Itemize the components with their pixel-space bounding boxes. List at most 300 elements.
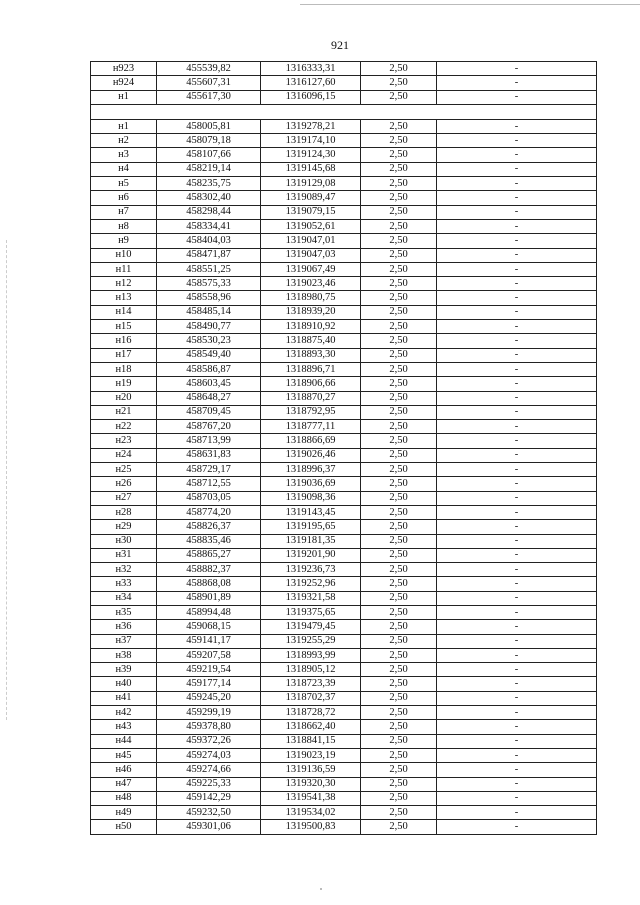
accuracy-cell: 2,50 — [361, 405, 437, 419]
x-coordinate-cell: 458551,25 — [157, 262, 261, 276]
description-cell: - — [437, 734, 597, 748]
accuracy-cell: 2,50 — [361, 348, 437, 362]
x-coordinate-cell: 458079,18 — [157, 134, 261, 148]
x-coordinate-cell: 459141,17 — [157, 634, 261, 648]
point-id-cell: н36 — [91, 620, 157, 634]
table-row — [91, 577, 597, 591]
accuracy-cell: 2,50 — [361, 620, 437, 634]
accuracy-cell: 2,50 — [361, 62, 437, 76]
x-coordinate-cell: 458712,55 — [157, 477, 261, 491]
point-id-cell: н43 — [91, 720, 157, 734]
point-id-cell: н23 — [91, 434, 157, 448]
point-id-cell: н37 — [91, 634, 157, 648]
accuracy-cell: 2,50 — [361, 205, 437, 219]
y-coordinate-cell: 1318866,69 — [261, 434, 361, 448]
accuracy-cell: 2,50 — [361, 691, 437, 705]
point-id-cell: н49 — [91, 806, 157, 820]
accuracy-cell: 2,50 — [361, 391, 437, 405]
accuracy-cell: 2,50 — [361, 734, 437, 748]
accuracy-cell: 2,50 — [361, 591, 437, 605]
accuracy-cell: 2,50 — [361, 191, 437, 205]
description-cell: - — [437, 491, 597, 505]
description-cell: - — [437, 706, 597, 720]
x-coordinate-cell: 458603,45 — [157, 377, 261, 391]
description-cell: - — [437, 119, 597, 133]
table-row — [91, 434, 597, 448]
accuracy-cell: 2,50 — [361, 334, 437, 348]
point-id-cell: н5 — [91, 177, 157, 191]
table-row — [91, 448, 597, 462]
x-coordinate-cell: 459274,66 — [157, 763, 261, 777]
description-cell: - — [437, 291, 597, 305]
x-coordinate-cell: 458631,83 — [157, 448, 261, 462]
accuracy-cell: 2,50 — [361, 505, 437, 519]
point-id-cell: н31 — [91, 548, 157, 562]
y-coordinate-cell: 1316333,31 — [261, 62, 361, 76]
accuracy-cell: 2,50 — [361, 219, 437, 233]
y-coordinate-cell: 1319067,49 — [261, 262, 361, 276]
x-coordinate-cell: 458575,33 — [157, 277, 261, 291]
description-cell: - — [437, 634, 597, 648]
y-coordinate-cell: 1319201,90 — [261, 548, 361, 562]
y-coordinate-cell: 1319255,29 — [261, 634, 361, 648]
accuracy-cell: 2,50 — [361, 806, 437, 820]
y-coordinate-cell: 1319023,46 — [261, 277, 361, 291]
point-id-cell: н48 — [91, 791, 157, 805]
table-row — [91, 505, 597, 519]
y-coordinate-cell: 1318980,75 — [261, 291, 361, 305]
description-cell: - — [437, 248, 597, 262]
point-id-cell: н24 — [91, 448, 157, 462]
accuracy-cell: 2,50 — [361, 820, 437, 834]
table-row — [91, 820, 597, 834]
table-row — [91, 605, 597, 619]
y-coordinate-cell: 1319174,10 — [261, 134, 361, 148]
table-row — [91, 777, 597, 791]
accuracy-cell: 2,50 — [361, 248, 437, 262]
accuracy-cell: 2,50 — [361, 563, 437, 577]
y-coordinate-cell: 1319541,38 — [261, 791, 361, 805]
point-id-cell: н33 — [91, 577, 157, 591]
point-id-cell: н22 — [91, 420, 157, 434]
table-row — [91, 763, 597, 777]
accuracy-cell: 2,50 — [361, 377, 437, 391]
description-cell: - — [437, 448, 597, 462]
accuracy-cell: 2,50 — [361, 463, 437, 477]
point-id-cell: н46 — [91, 763, 157, 777]
table-row — [91, 191, 597, 205]
table-row — [91, 648, 597, 662]
table-row — [91, 734, 597, 748]
y-coordinate-cell: 1318910,92 — [261, 320, 361, 334]
table-row — [91, 706, 597, 720]
accuracy-cell: 2,50 — [361, 362, 437, 376]
point-id-cell: н41 — [91, 691, 157, 705]
description-cell: - — [437, 191, 597, 205]
point-id-cell: н4 — [91, 162, 157, 176]
description-cell: - — [437, 391, 597, 405]
description-cell: - — [437, 505, 597, 519]
description-cell: - — [437, 463, 597, 477]
y-coordinate-cell: 1319129,08 — [261, 177, 361, 191]
point-id-cell: н39 — [91, 663, 157, 677]
y-coordinate-cell: 1319181,35 — [261, 534, 361, 548]
table-row — [91, 119, 597, 133]
x-coordinate-cell: 459225,33 — [157, 777, 261, 791]
section-separator-cell — [91, 104, 597, 119]
x-coordinate-cell: 458826,37 — [157, 520, 261, 534]
accuracy-cell: 2,50 — [361, 648, 437, 662]
description-cell: - — [437, 420, 597, 434]
x-coordinate-cell: 459207,58 — [157, 648, 261, 662]
x-coordinate-cell: 458865,27 — [157, 548, 261, 562]
table-row — [91, 534, 597, 548]
section-separator-row — [91, 104, 597, 119]
x-coordinate-cell: 459378,80 — [157, 720, 261, 734]
x-coordinate-cell: 458901,89 — [157, 591, 261, 605]
x-coordinate-cell: 459219,54 — [157, 663, 261, 677]
point-id-cell: н923 — [91, 62, 157, 76]
x-coordinate-cell: 458005,81 — [157, 119, 261, 133]
table-row — [91, 677, 597, 691]
point-id-cell: н9 — [91, 234, 157, 248]
table-row — [91, 520, 597, 534]
point-id-cell: н30 — [91, 534, 157, 548]
point-id-cell: н40 — [91, 677, 157, 691]
description-cell: - — [437, 62, 597, 76]
description-cell: - — [437, 563, 597, 577]
coordinates-table-body — [91, 62, 597, 835]
y-coordinate-cell: 1319195,65 — [261, 520, 361, 534]
y-coordinate-cell: 1319320,30 — [261, 777, 361, 791]
x-coordinate-cell: 458107,66 — [157, 148, 261, 162]
point-id-cell: н8 — [91, 219, 157, 233]
coordinates-table — [90, 61, 597, 835]
table-row — [91, 348, 597, 362]
table-row — [91, 234, 597, 248]
table-row — [91, 205, 597, 219]
point-id-cell: н50 — [91, 820, 157, 834]
point-id-cell: н29 — [91, 520, 157, 534]
y-coordinate-cell: 1318870,27 — [261, 391, 361, 405]
accuracy-cell: 2,50 — [361, 491, 437, 505]
x-coordinate-cell: 459299,19 — [157, 706, 261, 720]
y-coordinate-cell: 1318939,20 — [261, 305, 361, 319]
y-coordinate-cell: 1318728,72 — [261, 706, 361, 720]
description-cell: - — [437, 348, 597, 362]
x-coordinate-cell: 455539,82 — [157, 62, 261, 76]
accuracy-cell: 2,50 — [361, 720, 437, 734]
accuracy-cell: 2,50 — [361, 791, 437, 805]
y-coordinate-cell: 1316096,15 — [261, 90, 361, 104]
accuracy-cell: 2,50 — [361, 305, 437, 319]
table-row — [91, 420, 597, 434]
x-coordinate-cell: 458994,48 — [157, 605, 261, 619]
table-row — [91, 305, 597, 319]
x-coordinate-cell: 458404,03 — [157, 234, 261, 248]
accuracy-cell: 2,50 — [361, 177, 437, 191]
point-id-cell: н16 — [91, 334, 157, 348]
accuracy-cell: 2,50 — [361, 634, 437, 648]
x-coordinate-cell: 458648,27 — [157, 391, 261, 405]
accuracy-cell: 2,50 — [361, 162, 437, 176]
table-row — [91, 720, 597, 734]
description-cell: - — [437, 577, 597, 591]
accuracy-cell: 2,50 — [361, 777, 437, 791]
table-row — [91, 663, 597, 677]
point-id-cell: н19 — [91, 377, 157, 391]
x-coordinate-cell: 458334,41 — [157, 219, 261, 233]
description-cell: - — [437, 434, 597, 448]
table-row — [91, 90, 597, 104]
table-row — [91, 405, 597, 419]
x-coordinate-cell: 458471,87 — [157, 248, 261, 262]
x-coordinate-cell: 458767,20 — [157, 420, 261, 434]
description-cell: - — [437, 362, 597, 376]
table-row — [91, 634, 597, 648]
accuracy-cell: 2,50 — [361, 320, 437, 334]
point-id-cell: н13 — [91, 291, 157, 305]
table-row — [91, 291, 597, 305]
table-row — [91, 691, 597, 705]
description-cell: - — [437, 262, 597, 276]
y-coordinate-cell: 1319023,19 — [261, 748, 361, 762]
accuracy-cell: 2,50 — [361, 548, 437, 562]
table-row — [91, 76, 597, 90]
description-cell: - — [437, 134, 597, 148]
y-coordinate-cell: 1319047,01 — [261, 234, 361, 248]
point-id-cell: н2 — [91, 134, 157, 148]
x-coordinate-cell: 458586,87 — [157, 362, 261, 376]
table-row — [91, 591, 597, 605]
x-coordinate-cell: 459232,50 — [157, 806, 261, 820]
table-row — [91, 806, 597, 820]
y-coordinate-cell: 1319026,46 — [261, 448, 361, 462]
y-coordinate-cell: 1319036,69 — [261, 477, 361, 491]
description-cell: - — [437, 520, 597, 534]
y-coordinate-cell: 1319136,59 — [261, 763, 361, 777]
table-row — [91, 548, 597, 562]
point-id-cell: н12 — [91, 277, 157, 291]
accuracy-cell: 2,50 — [361, 763, 437, 777]
table-row — [91, 262, 597, 276]
table-row — [91, 177, 597, 191]
point-id-cell: н17 — [91, 348, 157, 362]
description-cell: - — [437, 791, 597, 805]
point-id-cell: н18 — [91, 362, 157, 376]
y-coordinate-cell: 1318702,37 — [261, 691, 361, 705]
point-id-cell: н11 — [91, 262, 157, 276]
x-coordinate-cell: 459142,29 — [157, 791, 261, 805]
point-id-cell: н20 — [91, 391, 157, 405]
point-id-cell: н32 — [91, 563, 157, 577]
x-coordinate-cell: 458882,37 — [157, 563, 261, 577]
x-coordinate-cell: 459301,06 — [157, 820, 261, 834]
y-coordinate-cell: 1318662,40 — [261, 720, 361, 734]
x-coordinate-cell: 458868,08 — [157, 577, 261, 591]
accuracy-cell: 2,50 — [361, 119, 437, 133]
point-id-cell: н44 — [91, 734, 157, 748]
table-row — [91, 248, 597, 262]
point-id-cell: н42 — [91, 706, 157, 720]
x-coordinate-cell: 455617,30 — [157, 90, 261, 104]
y-coordinate-cell: 1319236,73 — [261, 563, 361, 577]
description-cell: - — [437, 548, 597, 562]
y-coordinate-cell: 1319052,61 — [261, 219, 361, 233]
table-row — [91, 362, 597, 376]
x-coordinate-cell: 458549,40 — [157, 348, 261, 362]
description-cell: - — [437, 305, 597, 319]
table-row — [91, 391, 597, 405]
x-coordinate-cell: 458835,46 — [157, 534, 261, 548]
table-row — [91, 277, 597, 291]
point-id-cell: н924 — [91, 76, 157, 90]
table-row — [91, 463, 597, 477]
accuracy-cell: 2,50 — [361, 277, 437, 291]
accuracy-cell: 2,50 — [361, 262, 437, 276]
description-cell: - — [437, 162, 597, 176]
accuracy-cell: 2,50 — [361, 90, 437, 104]
y-coordinate-cell: 1319500,83 — [261, 820, 361, 834]
x-coordinate-cell: 459372,26 — [157, 734, 261, 748]
x-coordinate-cell: 458713,99 — [157, 434, 261, 448]
x-coordinate-cell: 458235,75 — [157, 177, 261, 191]
x-coordinate-cell: 458530,23 — [157, 334, 261, 348]
y-coordinate-cell: 1318875,40 — [261, 334, 361, 348]
table-row — [91, 377, 597, 391]
y-coordinate-cell: 1319375,65 — [261, 605, 361, 619]
x-coordinate-cell: 459177,14 — [157, 677, 261, 691]
y-coordinate-cell: 1319145,68 — [261, 162, 361, 176]
description-cell: - — [437, 234, 597, 248]
y-coordinate-cell: 1319479,45 — [261, 620, 361, 634]
y-coordinate-cell: 1319252,96 — [261, 577, 361, 591]
table-row — [91, 134, 597, 148]
point-id-cell: н21 — [91, 405, 157, 419]
description-cell: - — [437, 806, 597, 820]
table-row — [91, 162, 597, 176]
x-coordinate-cell: 458485,14 — [157, 305, 261, 319]
table-row — [91, 320, 597, 334]
accuracy-cell: 2,50 — [361, 748, 437, 762]
point-id-cell: н38 — [91, 648, 157, 662]
description-cell: - — [437, 205, 597, 219]
y-coordinate-cell: 1318893,30 — [261, 348, 361, 362]
accuracy-cell: 2,50 — [361, 663, 437, 677]
point-id-cell: н10 — [91, 248, 157, 262]
top-rule — [300, 4, 640, 5]
accuracy-cell: 2,50 — [361, 677, 437, 691]
x-coordinate-cell: 458774,20 — [157, 505, 261, 519]
x-coordinate-cell: 459274,03 — [157, 748, 261, 762]
accuracy-cell: 2,50 — [361, 448, 437, 462]
y-coordinate-cell: 1319143,45 — [261, 505, 361, 519]
table-row — [91, 748, 597, 762]
accuracy-cell: 2,50 — [361, 76, 437, 90]
description-cell: - — [437, 405, 597, 419]
table-row — [91, 62, 597, 76]
description-cell: - — [437, 648, 597, 662]
accuracy-cell: 2,50 — [361, 605, 437, 619]
description-cell: - — [437, 76, 597, 90]
point-id-cell: н34 — [91, 591, 157, 605]
y-coordinate-cell: 1318777,11 — [261, 420, 361, 434]
y-coordinate-cell: 1318792,95 — [261, 405, 361, 419]
description-cell: - — [437, 820, 597, 834]
x-coordinate-cell: 459245,20 — [157, 691, 261, 705]
accuracy-cell: 2,50 — [361, 520, 437, 534]
description-cell: - — [437, 334, 597, 348]
x-coordinate-cell: 458729,17 — [157, 463, 261, 477]
x-coordinate-cell: 459068,15 — [157, 620, 261, 634]
accuracy-cell: 2,50 — [361, 477, 437, 491]
page-number: 921 — [331, 38, 349, 52]
table-row — [91, 219, 597, 233]
accuracy-cell: 2,50 — [361, 577, 437, 591]
y-coordinate-cell: 1319321,58 — [261, 591, 361, 605]
point-id-cell: н3 — [91, 148, 157, 162]
description-cell: - — [437, 534, 597, 548]
x-coordinate-cell: 458709,45 — [157, 405, 261, 419]
point-id-cell: н25 — [91, 463, 157, 477]
description-cell: - — [437, 90, 597, 104]
description-cell: - — [437, 591, 597, 605]
point-id-cell: н7 — [91, 205, 157, 219]
x-coordinate-cell: 458302,40 — [157, 191, 261, 205]
point-id-cell: н15 — [91, 320, 157, 334]
y-coordinate-cell: 1319534,02 — [261, 806, 361, 820]
description-cell: - — [437, 663, 597, 677]
description-cell: - — [437, 748, 597, 762]
accuracy-cell: 2,50 — [361, 234, 437, 248]
point-id-cell: н26 — [91, 477, 157, 491]
point-id-cell: н28 — [91, 505, 157, 519]
description-cell: - — [437, 177, 597, 191]
table-row — [91, 477, 597, 491]
y-coordinate-cell: 1319124,30 — [261, 148, 361, 162]
table-row — [91, 563, 597, 577]
y-coordinate-cell: 1318905,12 — [261, 663, 361, 677]
scan-edge-line — [6, 240, 7, 720]
point-id-cell: н35 — [91, 605, 157, 619]
point-id-cell: н1 — [91, 90, 157, 104]
x-coordinate-cell: 458298,44 — [157, 205, 261, 219]
description-cell: - — [437, 763, 597, 777]
description-cell: - — [437, 277, 597, 291]
description-cell: - — [437, 377, 597, 391]
point-id-cell: н1 — [91, 119, 157, 133]
table-row — [91, 334, 597, 348]
table-row — [91, 491, 597, 505]
x-coordinate-cell: 458703,05 — [157, 491, 261, 505]
description-cell: - — [437, 148, 597, 162]
y-coordinate-cell: 1316127,60 — [261, 76, 361, 90]
y-coordinate-cell: 1318841,15 — [261, 734, 361, 748]
y-coordinate-cell: 1318723,39 — [261, 677, 361, 691]
description-cell: - — [437, 219, 597, 233]
x-coordinate-cell: 458490,77 — [157, 320, 261, 334]
scan-speck — [320, 888, 322, 890]
table-row — [91, 620, 597, 634]
description-cell: - — [437, 691, 597, 705]
y-coordinate-cell: 1318896,71 — [261, 362, 361, 376]
accuracy-cell: 2,50 — [361, 434, 437, 448]
y-coordinate-cell: 1319098,36 — [261, 491, 361, 505]
y-coordinate-cell: 1319047,03 — [261, 248, 361, 262]
accuracy-cell: 2,50 — [361, 420, 437, 434]
accuracy-cell: 2,50 — [361, 148, 437, 162]
description-cell: - — [437, 777, 597, 791]
